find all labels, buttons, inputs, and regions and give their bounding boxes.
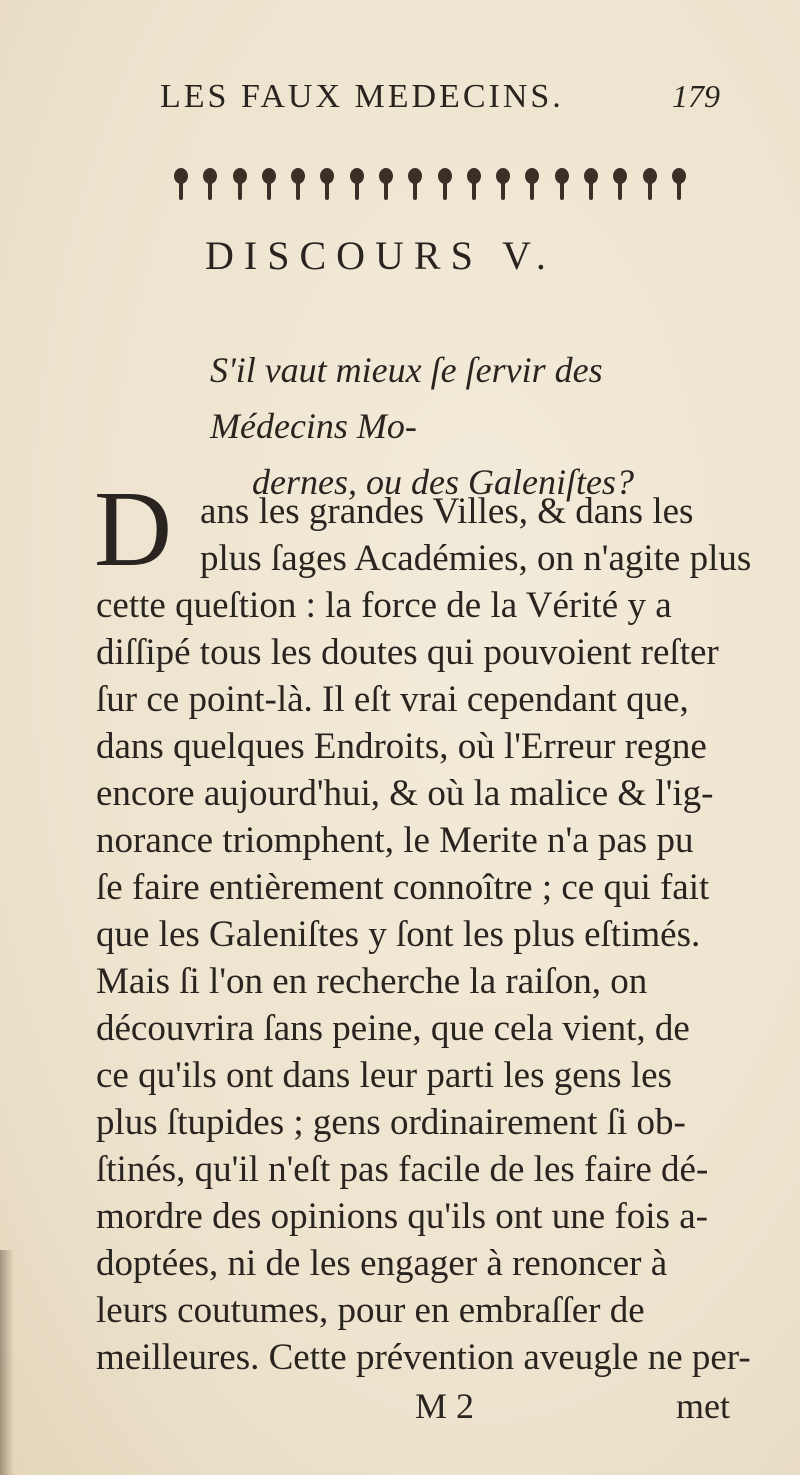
text-line: leurs coutumes, pour en embraſſer de	[96, 1290, 645, 1331]
text-line: ans les grandes Villes, & dans les	[200, 491, 694, 532]
text-line: découvrira ſans peine, que cela vient, de	[96, 1008, 690, 1049]
text-line: Mais ſi l'on en recherche la raiſon, on	[96, 961, 648, 1002]
fleuron-icon	[170, 168, 192, 202]
fleuron-icon	[463, 168, 485, 202]
text-line: que les Galeniſtes y ſont les plus eſtimés.	[96, 914, 701, 955]
text-line: encore aujourd'hui, & où la malice & l'ig-	[96, 773, 714, 814]
fleuron-icon	[492, 168, 514, 202]
text-line: meilleures. Cette prévention aveugle ne per-	[96, 1337, 751, 1378]
chapter-question	[210, 342, 730, 510]
fleuron-icon	[609, 168, 631, 202]
fleuron-icon	[404, 168, 426, 202]
fleuron-icon	[434, 168, 456, 202]
text-line: mordre des opinions qu'ils ont une fois a-	[96, 1196, 708, 1237]
discourse-heading: DISCOURS V.	[205, 233, 556, 278]
question-line: dernes, ou des Galeniſtes?	[252, 462, 634, 502]
fleuron-icon	[199, 168, 221, 202]
fleuron-icon	[346, 168, 368, 202]
fleuron-icon	[551, 168, 573, 202]
fleuron-icon	[639, 168, 661, 202]
catchword: met	[676, 1386, 730, 1426]
text-line: doptées, ni de les engager à renoncer à	[96, 1243, 668, 1284]
fleuron-icon	[229, 168, 251, 202]
text-line: ſe faire entièrement connoître ; ce qui fait	[96, 867, 710, 908]
text-line: cette queſtion : la force de la Vérité y a	[96, 585, 672, 626]
page-number: 179	[672, 78, 720, 114]
question-line: S'il vaut mieux ſe ſervir des Médecins Mo-	[210, 350, 603, 446]
text-line: plus ſages Académies, on n'agite plus	[200, 538, 752, 579]
fleuron-icon	[287, 168, 309, 202]
page-header	[160, 78, 720, 128]
text-line: dans quelques Endroits, où l'Erreur regne	[96, 726, 707, 767]
fleuron-icon	[668, 168, 690, 202]
text-line: ce qu'ils ont dans leur parti les gens les	[96, 1055, 672, 1096]
fleuron-icon	[258, 168, 280, 202]
text-line: ſtinés, qu'il n'eſt pas facile de les faire dé-	[96, 1149, 709, 1190]
body-text	[96, 488, 786, 1381]
fleuron-icon	[521, 168, 543, 202]
text-line: ſur ce point-là. Il eſt vrai cependant que,	[96, 679, 689, 720]
fleuron-icon	[375, 168, 397, 202]
signature-mark: M 2	[415, 1386, 475, 1426]
fleuron-icon	[580, 168, 602, 202]
text-line: diſſipé tous les doutes qui pouvoient reſter	[96, 632, 719, 673]
text-line: plus ſtupides ; gens ordinairement ſi ob-	[96, 1102, 686, 1143]
text-line: norance triomphent, le Merite n'a pas pu	[96, 820, 694, 861]
fleuron-icon	[316, 168, 338, 202]
page-edge-shadow	[0, 1250, 14, 1475]
running-title: LES FAUX MEDECINS.	[160, 78, 564, 115]
ornament-band	[170, 158, 690, 212]
page-footer	[110, 1385, 730, 1435]
drop-cap: D	[94, 470, 172, 589]
